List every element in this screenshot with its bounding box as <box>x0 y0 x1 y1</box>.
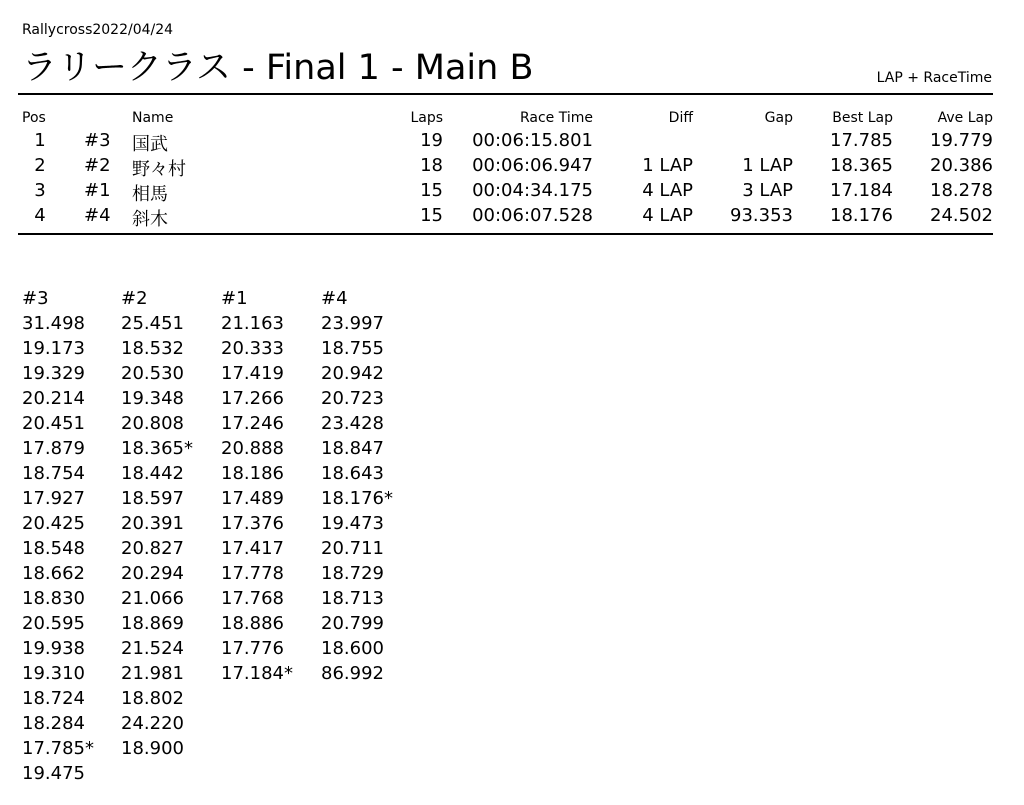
lap-time: 18.830 <box>22 588 85 609</box>
lap-time: 17.184* <box>221 663 293 684</box>
diff: 1 LAP <box>642 155 693 176</box>
race-time: 00:06:15.801 <box>472 130 593 151</box>
lap-time: 20.294 <box>121 563 184 584</box>
best-lap: 18.176 <box>830 205 893 226</box>
lap-time: 19.173 <box>22 338 85 359</box>
lap-time: 18.847 <box>321 438 384 459</box>
col-gap-header: Gap <box>764 110 793 126</box>
lap-time: 18.802 <box>121 688 184 709</box>
lap-time: 23.997 <box>321 313 384 334</box>
col-laps-header: Laps <box>410 110 443 126</box>
position: 4 <box>34 205 46 226</box>
lap-time: 86.992 <box>321 663 384 684</box>
lap-times-column <box>22 286 122 786</box>
table-row <box>0 205 1024 230</box>
lap-time: 19.938 <box>22 638 85 659</box>
car-number: #3 <box>84 130 111 151</box>
best-lap: 17.785 <box>830 130 893 151</box>
lap-times-column <box>321 286 421 686</box>
lap-time: 17.785* <box>22 738 94 759</box>
lap-time: 20.595 <box>22 613 85 634</box>
lap-time: 18.729 <box>321 563 384 584</box>
lap-time: 20.530 <box>121 363 184 384</box>
table-row <box>0 155 1024 180</box>
lap-time: 21.981 <box>121 663 184 684</box>
lap-time: 18.869 <box>121 613 184 634</box>
lap-time: 20.333 <box>221 338 284 359</box>
best-lap: 18.365 <box>830 155 893 176</box>
lap-time: 18.900 <box>121 738 184 759</box>
lap-time: 17.376 <box>221 513 284 534</box>
driver-name: 野々村 <box>132 159 186 180</box>
lap-time: 31.498 <box>22 313 85 334</box>
lap-column-header: #4 <box>321 288 348 309</box>
driver-name: 国武 <box>132 134 168 155</box>
laps-count: 15 <box>420 205 443 226</box>
lap-time: 17.778 <box>221 563 284 584</box>
lap-time: 19.473 <box>321 513 384 534</box>
lap-time: 18.662 <box>22 563 85 584</box>
diff: 4 LAP <box>642 180 693 201</box>
lap-time: 21.066 <box>121 588 184 609</box>
laps-count: 18 <box>420 155 443 176</box>
col-ave-lap-header: Ave Lap <box>937 110 993 126</box>
race-time: 00:06:06.947 <box>472 155 593 176</box>
lap-time: 18.548 <box>22 538 85 559</box>
gap: 3 LAP <box>742 180 793 201</box>
lap-column-header: #1 <box>221 288 248 309</box>
lap-time: 18.643 <box>321 463 384 484</box>
lap-time: 20.799 <box>321 613 384 634</box>
lap-time: 23.428 <box>321 413 384 434</box>
lap-time: 18.186 <box>221 463 284 484</box>
position: 2 <box>34 155 46 176</box>
lap-time: 17.266 <box>221 388 284 409</box>
car-number: #2 <box>84 155 111 176</box>
lap-time: 18.754 <box>22 463 85 484</box>
header-divider <box>18 93 993 95</box>
diff: 4 LAP <box>642 205 693 226</box>
lap-time: 18.600 <box>321 638 384 659</box>
lap-time: 18.532 <box>121 338 184 359</box>
lap-time: 21.163 <box>221 313 284 334</box>
ave-lap: 18.278 <box>930 180 993 201</box>
col-best-lap-header: Best Lap <box>832 110 893 126</box>
event-label: Rallycross2022/04/24 <box>22 22 174 38</box>
lap-column-header: #2 <box>121 288 148 309</box>
col-pos-header: Pos <box>22 110 46 126</box>
lap-time: 20.888 <box>221 438 284 459</box>
lap-time: 19.475 <box>22 763 85 784</box>
lap-time: 21.524 <box>121 638 184 659</box>
results-table <box>0 110 1024 230</box>
lap-time: 24.220 <box>121 713 184 734</box>
lap-time: 17.246 <box>221 413 284 434</box>
lap-time: 20.425 <box>22 513 85 534</box>
best-lap: 17.184 <box>830 180 893 201</box>
position: 1 <box>34 130 46 151</box>
ave-lap: 20.386 <box>930 155 993 176</box>
col-name-header: Name <box>132 110 174 126</box>
lap-time: 17.776 <box>221 638 284 659</box>
lap-time: 17.489 <box>221 488 284 509</box>
lap-time: 18.365* <box>121 438 193 459</box>
table-row <box>0 130 1024 155</box>
lap-time: 20.391 <box>121 513 184 534</box>
lap-time: 19.310 <box>22 663 85 684</box>
lap-time: 17.879 <box>22 438 85 459</box>
lap-time: 20.451 <box>22 413 85 434</box>
lap-time: 19.348 <box>121 388 184 409</box>
lap-time: 20.808 <box>121 413 184 434</box>
car-number: #4 <box>84 205 111 226</box>
lap-time: 17.417 <box>221 538 284 559</box>
driver-name: 相馬 <box>132 184 168 205</box>
lap-time: 17.927 <box>22 488 85 509</box>
lap-time: 18.755 <box>321 338 384 359</box>
lap-times-column <box>121 286 221 761</box>
gap: 93.353 <box>730 205 793 226</box>
race-time: 00:06:07.528 <box>472 205 593 226</box>
lap-time: 25.451 <box>121 313 184 334</box>
lap-time: 20.214 <box>22 388 85 409</box>
col-diff-header: Diff <box>668 110 693 126</box>
col-race-time-header: Race Time <box>519 110 593 126</box>
lap-time: 18.597 <box>121 488 184 509</box>
position: 3 <box>34 180 46 201</box>
lap-time: 20.711 <box>321 538 384 559</box>
race-time: 00:04:34.175 <box>472 180 593 201</box>
table-row <box>0 180 1024 205</box>
lap-time: 18.176* <box>321 488 393 509</box>
results-divider <box>18 233 993 235</box>
lap-time: 18.442 <box>121 463 184 484</box>
gap: 1 LAP <box>742 155 793 176</box>
driver-name: 斜木 <box>132 209 168 230</box>
lap-time: 19.329 <box>22 363 85 384</box>
lap-time: 18.886 <box>221 613 284 634</box>
ave-lap: 19.779 <box>930 130 993 151</box>
lap-time: 18.724 <box>22 688 85 709</box>
page-title: ラリークラス - Final 1 - Main B <box>22 48 534 88</box>
lap-time: 18.713 <box>321 588 384 609</box>
lap-times-column <box>221 286 321 686</box>
lap-time: 17.768 <box>221 588 284 609</box>
report-type-label: LAP + RaceTime <box>876 70 992 86</box>
lap-time: 20.827 <box>121 538 184 559</box>
lap-column-header: #3 <box>22 288 49 309</box>
lap-time: 18.284 <box>22 713 85 734</box>
lap-time: 20.723 <box>321 388 384 409</box>
car-number: #1 <box>84 180 111 201</box>
laps-count: 19 <box>420 130 443 151</box>
ave-lap: 24.502 <box>930 205 993 226</box>
laps-count: 15 <box>420 180 443 201</box>
lap-time: 17.419 <box>221 363 284 384</box>
results-header-row <box>0 110 1024 130</box>
lap-time: 20.942 <box>321 363 384 384</box>
